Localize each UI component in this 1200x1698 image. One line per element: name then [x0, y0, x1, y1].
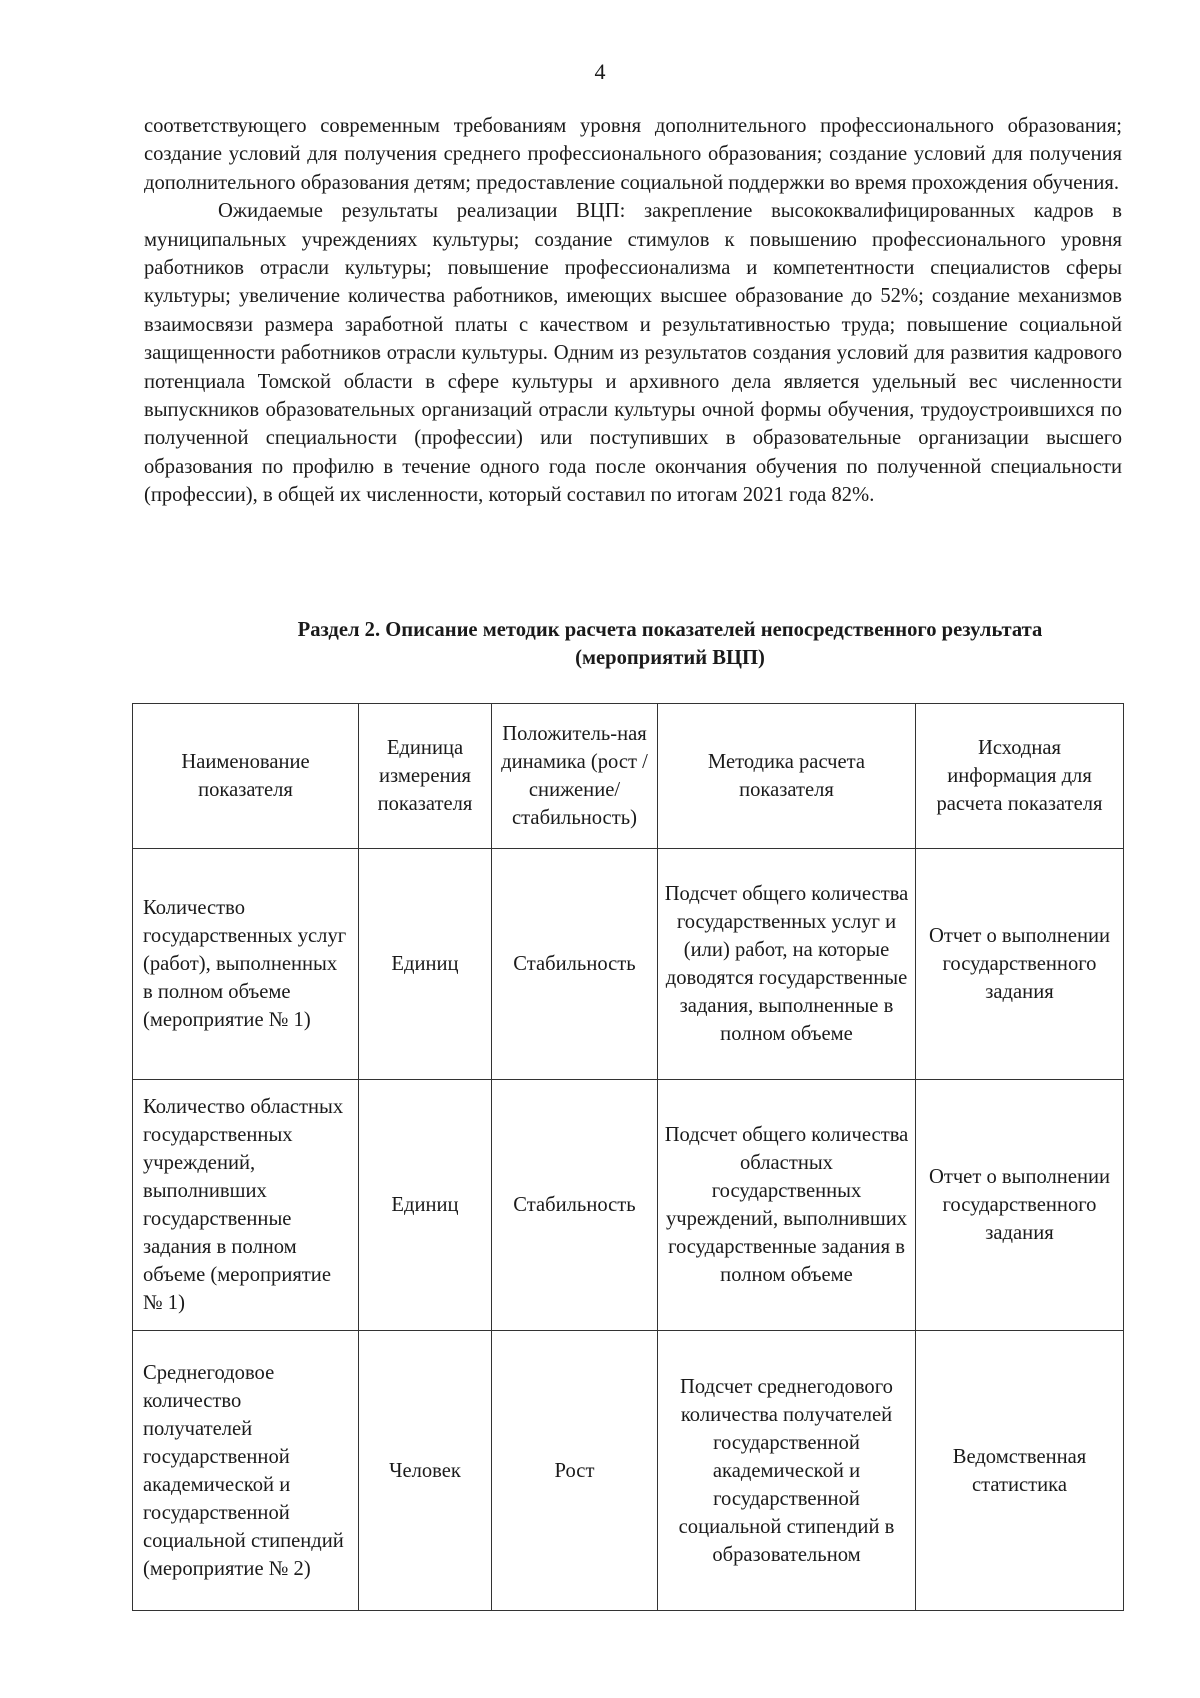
dynamics-cell: Стабильность	[492, 1080, 658, 1331]
column-header-source: Исходная информация для расчета показателя	[916, 704, 1124, 849]
paragraph: Ожидаемые результаты реализации ВЦП: закрепление высококвалифицированных кадров в муниципальных учреждениях культуры; создание стимулов к повышению профессионального уровня работников отрасли культуры; повышение профессионализма и компетентности специалистов сферы культуры; увеличение количества работников, имеющих высшее образование до 52%; создание механизмов взаимосвязи размера заработной платы с качеством и результативностью труда; повышение социальной защищенности работников отрасли культуры. Одним из результатов создания условий для развития кадрового потенциала Томской области в сфере культуры и архивного дела является удельный вес численности выпускников образовательных организаций отрасли культуры очной формы обучения, трудоустроившихся по полученной специальности (профессии) или поступивших в образовательные организации высшего образования по профилю в течение одного года после окончания обучения по полученной специальности (профессии), в общей их численности, который составил по итогам 2021 года 82%.	[144, 200, 1122, 507]
table-header-row	[133, 704, 1124, 849]
method-cell: Подсчет общего количества областных государственных учреждений, выполнивших государственные задания в полном объеме	[658, 1080, 916, 1331]
unit-cell: Единиц	[359, 849, 492, 1080]
section-title-line: (мероприятий ВЦП)	[575, 647, 765, 670]
section-title-line: Раздел 2. Описание методик расчета показателей непосредственного результата	[297, 619, 1043, 641]
section-title	[220, 616, 1120, 673]
indicator-name-cell: Количество государственных услуг (работ), выполненных в полном объеме (мероприятие № 1)	[133, 849, 359, 1080]
table-row	[133, 849, 1124, 1080]
paragraph: соответствующего современным требованиям уровня дополнительного профессионального образования; создание условий для получения среднего профессионального образования; создание условий для получения дополнительного образования детям; предоставление социальной поддержки во время прохождения обучения.	[144, 115, 1122, 194]
unit-cell: Человек	[359, 1331, 492, 1611]
body-text	[144, 112, 1122, 510]
unit-cell: Единиц	[359, 1080, 492, 1331]
dynamics-cell: Рост	[492, 1331, 658, 1611]
indicators-table	[132, 703, 1124, 1611]
source-cell: Ведомственная статистика	[916, 1331, 1124, 1611]
method-cell: Подсчет среднегодового количества получателей государственной академической и государственной социальной стипендий в образовательном	[658, 1331, 916, 1611]
column-header-name: Наименование показателя	[133, 704, 359, 849]
dynamics-cell: Стабильность	[492, 849, 658, 1080]
table-row	[133, 1080, 1124, 1331]
indicator-name-cell: Количество областных государственных учреждений, выполнивших государственные задания в полном объеме (мероприятие № 1)	[133, 1080, 359, 1331]
method-cell: Подсчет общего количества государственных услуг и (или) работ, на которые доводятся государственные задания, выполненные в полном объеме	[658, 849, 916, 1080]
source-cell: Отчет о выполнении государственного задания	[916, 849, 1124, 1080]
column-header-unit: Единица измерения показателя	[359, 704, 492, 849]
page-number: 4	[594, 59, 606, 84]
indicator-name-cell: Среднегодовое количество получателей государственной академической и государственной социальной стипендий (мероприятие № 2)	[133, 1331, 359, 1611]
table-row	[133, 1331, 1124, 1611]
column-header-dynamics: Положитель-ная динамика (рост / снижение/ стабильность)	[492, 704, 658, 849]
source-cell: Отчет о выполнении государственного задания	[916, 1080, 1124, 1331]
column-header-method: Методика расчета показателя	[658, 704, 916, 849]
